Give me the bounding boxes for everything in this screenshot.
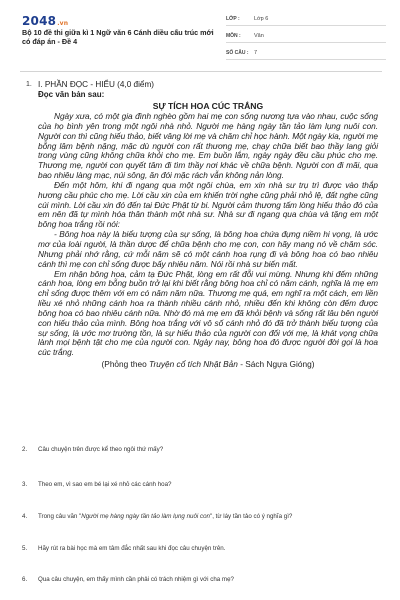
question-number: 1.	[26, 81, 32, 88]
meta-info	[226, 13, 386, 64]
question-text-after: ", từ láy tần tảo có ý nghĩa gì?	[210, 513, 293, 520]
question-number: 2.	[22, 446, 28, 453]
page-header	[0, 0, 400, 62]
source-suffix: - Sách Ngựa Gióng)	[237, 359, 315, 370]
meta-value: 7	[254, 50, 258, 56]
story-title: SỰ TÍCH HOA CÚC TRẮNG	[152, 101, 264, 111]
source-book: Truyện cổ tích Nhật Bản	[149, 359, 238, 370]
story-paragraph: Đến một hôm, khi đi ngang qua một ngôi chùa, em xin nhà sư trụ trì được vào thắp hương cầu phúc cho mẹ. Lời cầu xin của em khiến trời nghe cũng phải nhỏ lệ, đất nghe cũng cúi mình. Lời cầu xin đó đến tai Đức Phật từ bi. Người cảm thương tấm lòng hiếu thảo đó của em nên đã tự mình hóa thân thành một nhà sư. Nhà sư đi ngang qua chùa và tặng em một bông hoa trắng rồi nói:	[38, 179, 378, 230]
document-title: Bộ 10 đề thi giữa kì 1 Ngữ văn 6 Cánh diều cấu trúc mới có đáp án - Đề 4	[22, 28, 214, 46]
story-paragraph: Ngày xưa, có một gia đình nghèo gồm hai mẹ con sống nương tựa vào nhau, cuộc sống của họ bình yên trong một ngôi nhà nhỏ. Người mẹ hàng ngày tần tảo làm lụng nuôi con. Người con thì cũng hiếu thảo, biết vâng lời mẹ và chăm chỉ học hành. Một ngày kia, người mẹ bỗng lâm bệnh nặng, mặc dù người con rất thương mẹ, chạy chữa biết bao thầy lang giỏi trong vùng cũng không chữa khỏi cho mẹ. Em buồn lắm, ngày ngày đều cầu phúc cho mẹ. Thương mẹ, người con quyết tâm đi tìm thầy nơi khác về chữa bệnh. Người con đi mãi, qua bao nhiêu làng mạc, núi sông, ăn đói mặc rách vẫn không nản lòng.	[38, 111, 378, 181]
question-text: Qua câu chuyện, em thấy mình cần phải có trách nhiệm gì với cha mẹ?	[38, 576, 234, 583]
question-text: Câu chuyện trên được kể theo ngôi thứ mấy?	[38, 446, 164, 453]
question-text-before: Trong câu văn "	[38, 513, 82, 520]
question-text: Theo em, vì sao em bé lại xé nhỏ các cánh hoa?	[38, 481, 172, 488]
section-title: I. PHẦN ĐỌC - HIỂU (4,0 điểm)	[38, 80, 155, 89]
question-2	[22, 446, 386, 454]
meta-row-class	[226, 13, 386, 26]
story-paragraph: Em nhận bông hoa, cảm tạ Đức Phật, lòng em rất đỗi vui mừng. Nhưng khi đếm những cánh hoa, lòng em bỗng buồn trở lại khi biết rằng bông hoa chỉ có năm cánh, nghĩa là mẹ em chỉ sống được thêm với em có năm năm nữa. Thương mẹ quá, em nghĩ ra một cách, em liền liều xé nhỏ những cánh hoa ra thành nhiều cánh nhỏ, nhiều đến khi không còn đếm được bông hoa có bao nhiêu cánh nữa. Nhờ đó mà mẹ em đã khỏi bệnh và sống rất lâu bên người con hiếu thảo của mình. Bông hoa trắng với vô số cánh nhỏ đó đã trở thành biểu tượng của sự sống, là ước mơ trường tồn, là sự hiếu thảo của người con đối với mẹ, là khát vọng chữa lành mọi bệnh tật cho mẹ của người con. Ngày nay, bông hoa đó được người đời gọi là hoa cúc trắng.	[38, 268, 378, 358]
question-1	[26, 80, 382, 370]
header-divider	[20, 71, 382, 72]
question-4	[22, 513, 386, 521]
question-text	[38, 513, 386, 521]
question-number: 6.	[22, 576, 28, 583]
site-logo[interactable]	[22, 14, 68, 28]
question-number: 5.	[22, 545, 28, 552]
meta-row-subject	[226, 30, 386, 43]
logo-suffix: .vn	[57, 20, 69, 27]
reading-section	[38, 80, 378, 370]
question-number: 3.	[22, 481, 28, 488]
meta-key: SỐ CÂU :	[226, 50, 249, 56]
meta-value: Lớp 6	[254, 16, 269, 22]
question-6	[22, 576, 386, 584]
meta-row-count	[226, 47, 386, 60]
question-text: Hãy rút ra bài học mà em tâm đắc nhất sau khi đọc câu chuyện trên.	[38, 545, 226, 552]
section-instruction: Đọc văn bản sau:	[38, 90, 105, 99]
meta-key: LỚP :	[226, 16, 240, 22]
meta-key: MÔN :	[226, 33, 241, 39]
logo-text: 2048	[22, 14, 57, 28]
story-paragraph: - Bông hoa này là biểu tượng của sự sống, là bông hoa chứa đựng niềm hi vọng, là ước mơ của loài người, là thần dược để chữa bệnh cho mẹ con, con hãy mang nó về chăm sóc. Nhưng phải nhớ rằng, cứ mỗi năm sẽ có một cánh hoa rụng đi và bông hoa có bao nhiêu cánh thì mẹ con chỉ sống được bấy nhiêu năm. Nói rồi nhà sư biến mất.	[38, 229, 378, 269]
question-quote: Người mẹ hàng ngày tần tảo làm lụng nuôi con	[81, 513, 210, 520]
question-5	[22, 545, 386, 553]
story-source	[38, 359, 378, 370]
question-number: 4.	[22, 513, 28, 520]
meta-value: Văn	[254, 33, 264, 39]
source-prefix: (Phỏng theo	[101, 359, 150, 370]
question-3	[22, 481, 386, 489]
